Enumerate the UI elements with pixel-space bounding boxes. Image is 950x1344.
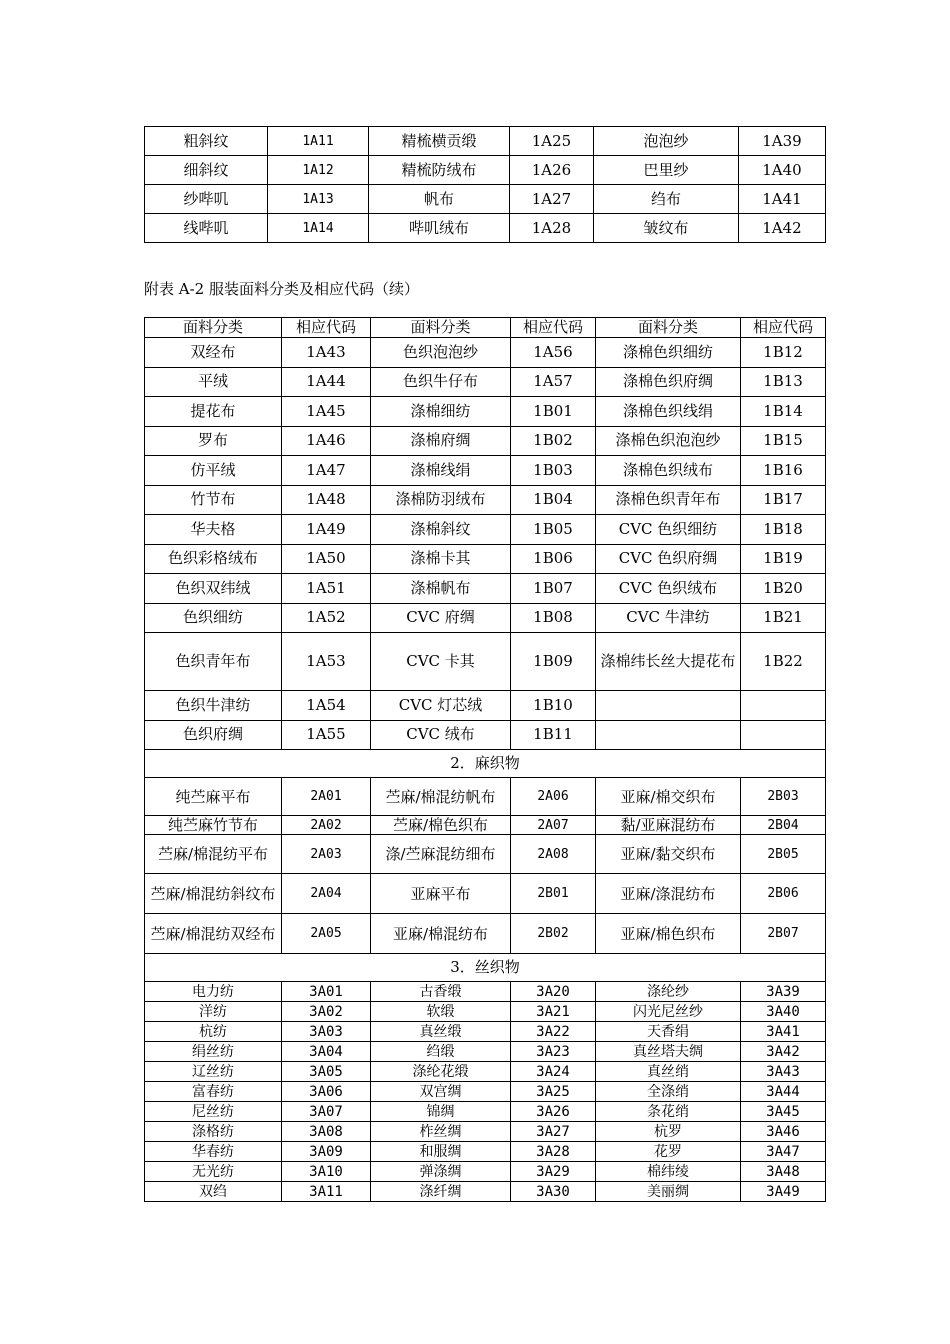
- code-cell: 1A45: [282, 397, 371, 427]
- code-cell: 1A13: [268, 185, 369, 214]
- fabric-name-cell: 柞丝绸: [371, 1122, 511, 1142]
- code-cell: 1A40: [739, 156, 826, 185]
- code-cell: 3A25: [511, 1082, 596, 1102]
- fabric-name-cell: 涤棉色织细纺: [596, 338, 741, 368]
- fabric-name-cell: 巴里纱: [594, 156, 739, 185]
- code-cell: 3A39: [741, 982, 826, 1002]
- code-cell: 3A48: [741, 1162, 826, 1182]
- code-cell: 1A26: [510, 156, 594, 185]
- code-cell: 1A46: [282, 426, 371, 456]
- column-header: 面料分类: [145, 318, 282, 338]
- fabric-name-cell: 涤棉色织青年布: [596, 485, 741, 515]
- table-row: [145, 914, 826, 954]
- fabric-name-cell: 哔叽绒布: [369, 214, 510, 243]
- column-header: 相应代码: [511, 318, 596, 338]
- code-cell: 3A21: [511, 1002, 596, 1022]
- fabric-name-cell: 涤纶纱: [596, 982, 741, 1002]
- code-cell: 1A48: [282, 485, 371, 515]
- fabric-name-cell: 涤棉色织泡泡纱: [596, 426, 741, 456]
- code-cell: [741, 720, 826, 750]
- fabric-name-cell: 竹节布: [145, 485, 282, 515]
- code-cell: 3A24: [511, 1062, 596, 1082]
- table-row: [145, 835, 826, 874]
- code-cell: 1A47: [282, 456, 371, 486]
- code-cell: 3A44: [741, 1082, 826, 1102]
- code-cell: 3A45: [741, 1102, 826, 1122]
- table-row: [145, 691, 826, 721]
- fabric-name-cell: 苎麻/棉混纺平布: [145, 835, 282, 874]
- fabric-name-cell: 锦绸: [371, 1102, 511, 1122]
- code-cell: 3A43: [741, 1062, 826, 1082]
- fabric-name-cell: 涤棉线绢: [371, 456, 511, 486]
- fabric-name-cell: 罗布: [145, 426, 282, 456]
- code-cell: 1A49: [282, 515, 371, 545]
- code-cell: 1A56: [511, 338, 596, 368]
- fabric-name-cell: 古香缎: [371, 982, 511, 1002]
- code-cell: 3A27: [511, 1122, 596, 1142]
- code-cell: 3A49: [741, 1182, 826, 1202]
- table-row: [145, 874, 826, 914]
- code-cell: 3A08: [282, 1122, 371, 1142]
- fabric-name-cell: 涤棉府绸: [371, 426, 511, 456]
- fabric-name-cell: 棉纬绫: [596, 1162, 741, 1182]
- table-row: [145, 1022, 826, 1042]
- code-cell: 1B20: [741, 574, 826, 604]
- code-cell: 3A41: [741, 1022, 826, 1042]
- table-row: [145, 127, 826, 156]
- code-cell: 3A09: [282, 1142, 371, 1162]
- table-row: [145, 1042, 826, 1062]
- fabric-name-cell: CVC 牛津纺: [596, 603, 741, 633]
- column-header: 相应代码: [741, 318, 826, 338]
- code-cell: 1B09: [511, 633, 596, 691]
- fabric-name-cell: 涤棉纬长丝大提花布: [596, 633, 741, 691]
- code-cell: 3A40: [741, 1002, 826, 1022]
- code-cell: 2B03: [741, 778, 826, 816]
- table-caption: 附表 A-2 服装面料分类及相应代码（续）: [144, 280, 419, 298]
- code-cell: 1A54: [282, 691, 371, 721]
- fabric-name-cell: 仿平绒: [145, 456, 282, 486]
- table-row: [145, 485, 826, 515]
- fabric-name-cell: 和服绸: [371, 1142, 511, 1162]
- fabric-name-cell: [596, 691, 741, 721]
- column-header: 相应代码: [282, 318, 371, 338]
- table-row: [145, 185, 826, 214]
- code-cell: 3A10: [282, 1162, 371, 1182]
- fabric-name-cell: 绉布: [594, 185, 739, 214]
- code-cell: 3A23: [511, 1042, 596, 1062]
- code-cell: 1B05: [511, 515, 596, 545]
- fabric-name-cell: 闪光尼丝纱: [596, 1002, 741, 1022]
- code-cell: 2A05: [282, 914, 371, 954]
- code-cell: 2A07: [511, 816, 596, 835]
- code-cell: 1A51: [282, 574, 371, 604]
- fabric-name-cell: 涤棉色织绒布: [596, 456, 741, 486]
- code-cell: 1A11: [268, 127, 369, 156]
- code-cell: 2B06: [741, 874, 826, 914]
- table-row: [145, 1182, 826, 1202]
- code-cell: 2A01: [282, 778, 371, 816]
- code-cell: 2B07: [741, 914, 826, 954]
- code-cell: 1B18: [741, 515, 826, 545]
- fabric-name-cell: 天香绢: [596, 1022, 741, 1042]
- fabric-name-cell: [596, 720, 741, 750]
- code-cell: 3A05: [282, 1062, 371, 1082]
- table-row: [145, 456, 826, 486]
- fabric-name-cell: 亚麻/黏交织布: [596, 835, 741, 874]
- fabric-name-cell: 平绒: [145, 367, 282, 397]
- section-silk: [145, 954, 826, 982]
- table-row: [145, 982, 826, 1002]
- fabric-name-cell: 色织彩格绒布: [145, 544, 282, 574]
- fabric-name-cell: 色织细纺: [145, 603, 282, 633]
- fabric-name-cell: 杭罗: [596, 1122, 741, 1142]
- code-cell: 1B04: [511, 485, 596, 515]
- fabric-name-cell: 涤棉色织府绸: [596, 367, 741, 397]
- fabric-name-cell: 富春纺: [145, 1082, 282, 1102]
- fabric-name-cell: 苎麻/棉色织布: [371, 816, 511, 835]
- code-cell: 1B14: [741, 397, 826, 427]
- code-cell: 3A42: [741, 1042, 826, 1062]
- code-cell: 2A04: [282, 874, 371, 914]
- code-cell: 1A52: [282, 603, 371, 633]
- section-linen: [145, 750, 826, 778]
- fabric-name-cell: 苎麻/棉混纺双经布: [145, 914, 282, 954]
- fabric-name-cell: CVC 卡其: [371, 633, 511, 691]
- fabric-name-cell: 亚麻/棉色织布: [596, 914, 741, 954]
- code-cell: 1B22: [741, 633, 826, 691]
- code-cell: 1B11: [511, 720, 596, 750]
- code-cell: 3A07: [282, 1102, 371, 1122]
- code-cell: 2B04: [741, 816, 826, 835]
- code-cell: 3A28: [511, 1142, 596, 1162]
- section-linen-label: 2．麻织物: [145, 750, 826, 778]
- fabric-name-cell: 色织牛津纺: [145, 691, 282, 721]
- code-cell: 2A08: [511, 835, 596, 874]
- code-cell: 3A04: [282, 1042, 371, 1062]
- code-cell: 1B17: [741, 485, 826, 515]
- code-cell: 1B10: [511, 691, 596, 721]
- fabric-name-cell: 提花布: [145, 397, 282, 427]
- fabric-name-cell: 洋纺: [145, 1002, 282, 1022]
- code-cell: 1B02: [511, 426, 596, 456]
- code-cell: 1B16: [741, 456, 826, 486]
- fabric-name-cell: 涤棉帆布: [371, 574, 511, 604]
- fabric-name-cell: 真丝塔夫绸: [596, 1042, 741, 1062]
- fabric-name-cell: 涤棉色织线绢: [596, 397, 741, 427]
- fabric-name-cell: 涤纶花缎: [371, 1062, 511, 1082]
- fabric-name-cell: CVC 绒布: [371, 720, 511, 750]
- fabric-name-cell: 电力纺: [145, 982, 282, 1002]
- code-cell: 3A03: [282, 1022, 371, 1042]
- code-cell: 2A06: [511, 778, 596, 816]
- fabric-name-cell: CVC 灯芯绒: [371, 691, 511, 721]
- fabric-name-cell: 涤棉卡其: [371, 544, 511, 574]
- code-cell: 2A02: [282, 816, 371, 835]
- table-row: [145, 603, 826, 633]
- section-silk-label: 3．丝织物: [145, 954, 826, 982]
- code-cell: 3A06: [282, 1082, 371, 1102]
- fabric-name-cell: 色织双纬绒: [145, 574, 282, 604]
- fabric-name-cell: 亚麻/涤混纺布: [596, 874, 741, 914]
- table-row: [145, 816, 826, 835]
- code-cell: 1B08: [511, 603, 596, 633]
- fabric-name-cell: 双经布: [145, 338, 282, 368]
- fabric-name-cell: 精梳防绒布: [369, 156, 510, 185]
- fabric-name-cell: 涤棉斜纹: [371, 515, 511, 545]
- code-cell: 2B05: [741, 835, 826, 874]
- code-cell: 1B03: [511, 456, 596, 486]
- code-cell: 3A29: [511, 1162, 596, 1182]
- fabric-name-cell: 苎麻/棉混纺斜纹布: [145, 874, 282, 914]
- code-cell: 3A26: [511, 1102, 596, 1122]
- code-cell: 1A53: [282, 633, 371, 691]
- fabric-name-cell: 真丝缎: [371, 1022, 511, 1042]
- fabric-name-cell: 华春纺: [145, 1142, 282, 1162]
- fabric-name-cell: 线哔叽: [145, 214, 268, 243]
- column-header: 面料分类: [596, 318, 741, 338]
- fabric-name-cell: 亚麻/棉交织布: [596, 778, 741, 816]
- fabric-name-cell: 华夫格: [145, 515, 282, 545]
- code-cell: 1A14: [268, 214, 369, 243]
- table-row: [145, 1082, 826, 1102]
- code-cell: 3A20: [511, 982, 596, 1002]
- code-cell: 1B13: [741, 367, 826, 397]
- fabric-name-cell: 杭纺: [145, 1022, 282, 1042]
- table-row: [145, 1062, 826, 1082]
- fabric-name-cell: 纯苎麻竹节布: [145, 816, 282, 835]
- table-row: [145, 367, 826, 397]
- code-cell: 3A22: [511, 1022, 596, 1042]
- code-cell: 1A39: [739, 127, 826, 156]
- fabric-name-cell: 绉缎: [371, 1042, 511, 1062]
- code-cell: 1A41: [739, 185, 826, 214]
- header-row: [145, 318, 826, 338]
- table-row: [145, 720, 826, 750]
- code-cell: [741, 691, 826, 721]
- fabric-name-cell: 精梳横贡缎: [369, 127, 510, 156]
- fabric-name-cell: CVC 色织细纺: [596, 515, 741, 545]
- fabric-name-cell: 涤格纺: [145, 1122, 282, 1142]
- code-cell: 1B21: [741, 603, 826, 633]
- fabric-name-cell: 美丽绸: [596, 1182, 741, 1202]
- fabric-name-cell: 亚麻平布: [371, 874, 511, 914]
- table-row: [145, 338, 826, 368]
- code-cell: 3A30: [511, 1182, 596, 1202]
- fabric-name-cell: 涤棉防羽绒布: [371, 485, 511, 515]
- fabric-name-cell: 真丝绡: [596, 1062, 741, 1082]
- fabric-name-cell: 双宫绸: [371, 1082, 511, 1102]
- fabric-name-cell: 泡泡纱: [594, 127, 739, 156]
- fabric-name-cell: 花罗: [596, 1142, 741, 1162]
- table-row: [145, 1162, 826, 1182]
- fabric-name-cell: 涤棉细纺: [371, 397, 511, 427]
- table-row: [145, 633, 826, 691]
- code-cell: 3A01: [282, 982, 371, 1002]
- fabric-name-cell: 条花绡: [596, 1102, 741, 1122]
- fabric-name-cell: 细斜纹: [145, 156, 268, 185]
- fabric-name-cell: 双绉: [145, 1182, 282, 1202]
- table-row: [145, 515, 826, 545]
- table-row: [145, 574, 826, 604]
- code-cell: 1A43: [282, 338, 371, 368]
- code-cell: 1A44: [282, 367, 371, 397]
- code-cell: 1A27: [510, 185, 594, 214]
- fabric-name-cell: 色织泡泡纱: [371, 338, 511, 368]
- code-cell: 1B15: [741, 426, 826, 456]
- code-cell: 1A28: [510, 214, 594, 243]
- code-cell: 1B19: [741, 544, 826, 574]
- fabric-code-table: [144, 317, 826, 1202]
- table-row: [145, 778, 826, 816]
- table-row: [145, 1102, 826, 1122]
- fabric-name-cell: 涤纤绸: [371, 1182, 511, 1202]
- top-table: [144, 126, 826, 243]
- fabric-name-cell: 弹涤绸: [371, 1162, 511, 1182]
- table-row: [145, 214, 826, 243]
- column-header: 面料分类: [371, 318, 511, 338]
- code-cell: 1A42: [739, 214, 826, 243]
- code-cell: 2B01: [511, 874, 596, 914]
- code-cell: 2A03: [282, 835, 371, 874]
- fabric-name-cell: 苎麻/棉混纺帆布: [371, 778, 511, 816]
- code-cell: 1A55: [282, 720, 371, 750]
- fabric-name-cell: 无光纺: [145, 1162, 282, 1182]
- table-row: [145, 1002, 826, 1022]
- fabric-name-cell: 帆布: [369, 185, 510, 214]
- code-cell: 1A57: [511, 367, 596, 397]
- table-row: [145, 1122, 826, 1142]
- fabric-name-cell: 粗斜纹: [145, 127, 268, 156]
- table-row: [145, 544, 826, 574]
- fabric-name-cell: CVC 色织府绸: [596, 544, 741, 574]
- fabric-name-cell: CVC 府绸: [371, 603, 511, 633]
- code-cell: 1A25: [510, 127, 594, 156]
- fabric-name-cell: 色织青年布: [145, 633, 282, 691]
- code-cell: 2B02: [511, 914, 596, 954]
- code-cell: 1B01: [511, 397, 596, 427]
- fabric-name-cell: CVC 色织绒布: [596, 574, 741, 604]
- fabric-name-cell: 辽丝纺: [145, 1062, 282, 1082]
- fabric-name-cell: 色织牛仔布: [371, 367, 511, 397]
- fabric-name-cell: 黏/亚麻混纺布: [596, 816, 741, 835]
- fabric-name-cell: 软缎: [371, 1002, 511, 1022]
- fabric-name-cell: 皱纹布: [594, 214, 739, 243]
- fabric-name-cell: 涤/苎麻混纺细布: [371, 835, 511, 874]
- fabric-name-cell: 绢丝纺: [145, 1042, 282, 1062]
- table-row: [145, 1142, 826, 1162]
- code-cell: 3A46: [741, 1122, 826, 1142]
- table-row: [145, 397, 826, 427]
- fabric-name-cell: 尼丝纺: [145, 1102, 282, 1122]
- code-cell: 3A47: [741, 1142, 826, 1162]
- fabric-name-cell: 色织府绸: [145, 720, 282, 750]
- code-cell: 1A50: [282, 544, 371, 574]
- fabric-name-cell: 亚麻/棉混纺布: [371, 914, 511, 954]
- code-cell: 3A02: [282, 1002, 371, 1022]
- fabric-name-cell: 全涤绡: [596, 1082, 741, 1102]
- fabric-name-cell: 纱哔叽: [145, 185, 268, 214]
- code-cell: 1B07: [511, 574, 596, 604]
- fabric-name-cell: 纯苎麻平布: [145, 778, 282, 816]
- code-cell: 1A12: [268, 156, 369, 185]
- table-row: [145, 156, 826, 185]
- code-cell: 1B06: [511, 544, 596, 574]
- table-row: [145, 426, 826, 456]
- code-cell: 1B12: [741, 338, 826, 368]
- code-cell: 3A11: [282, 1182, 371, 1202]
